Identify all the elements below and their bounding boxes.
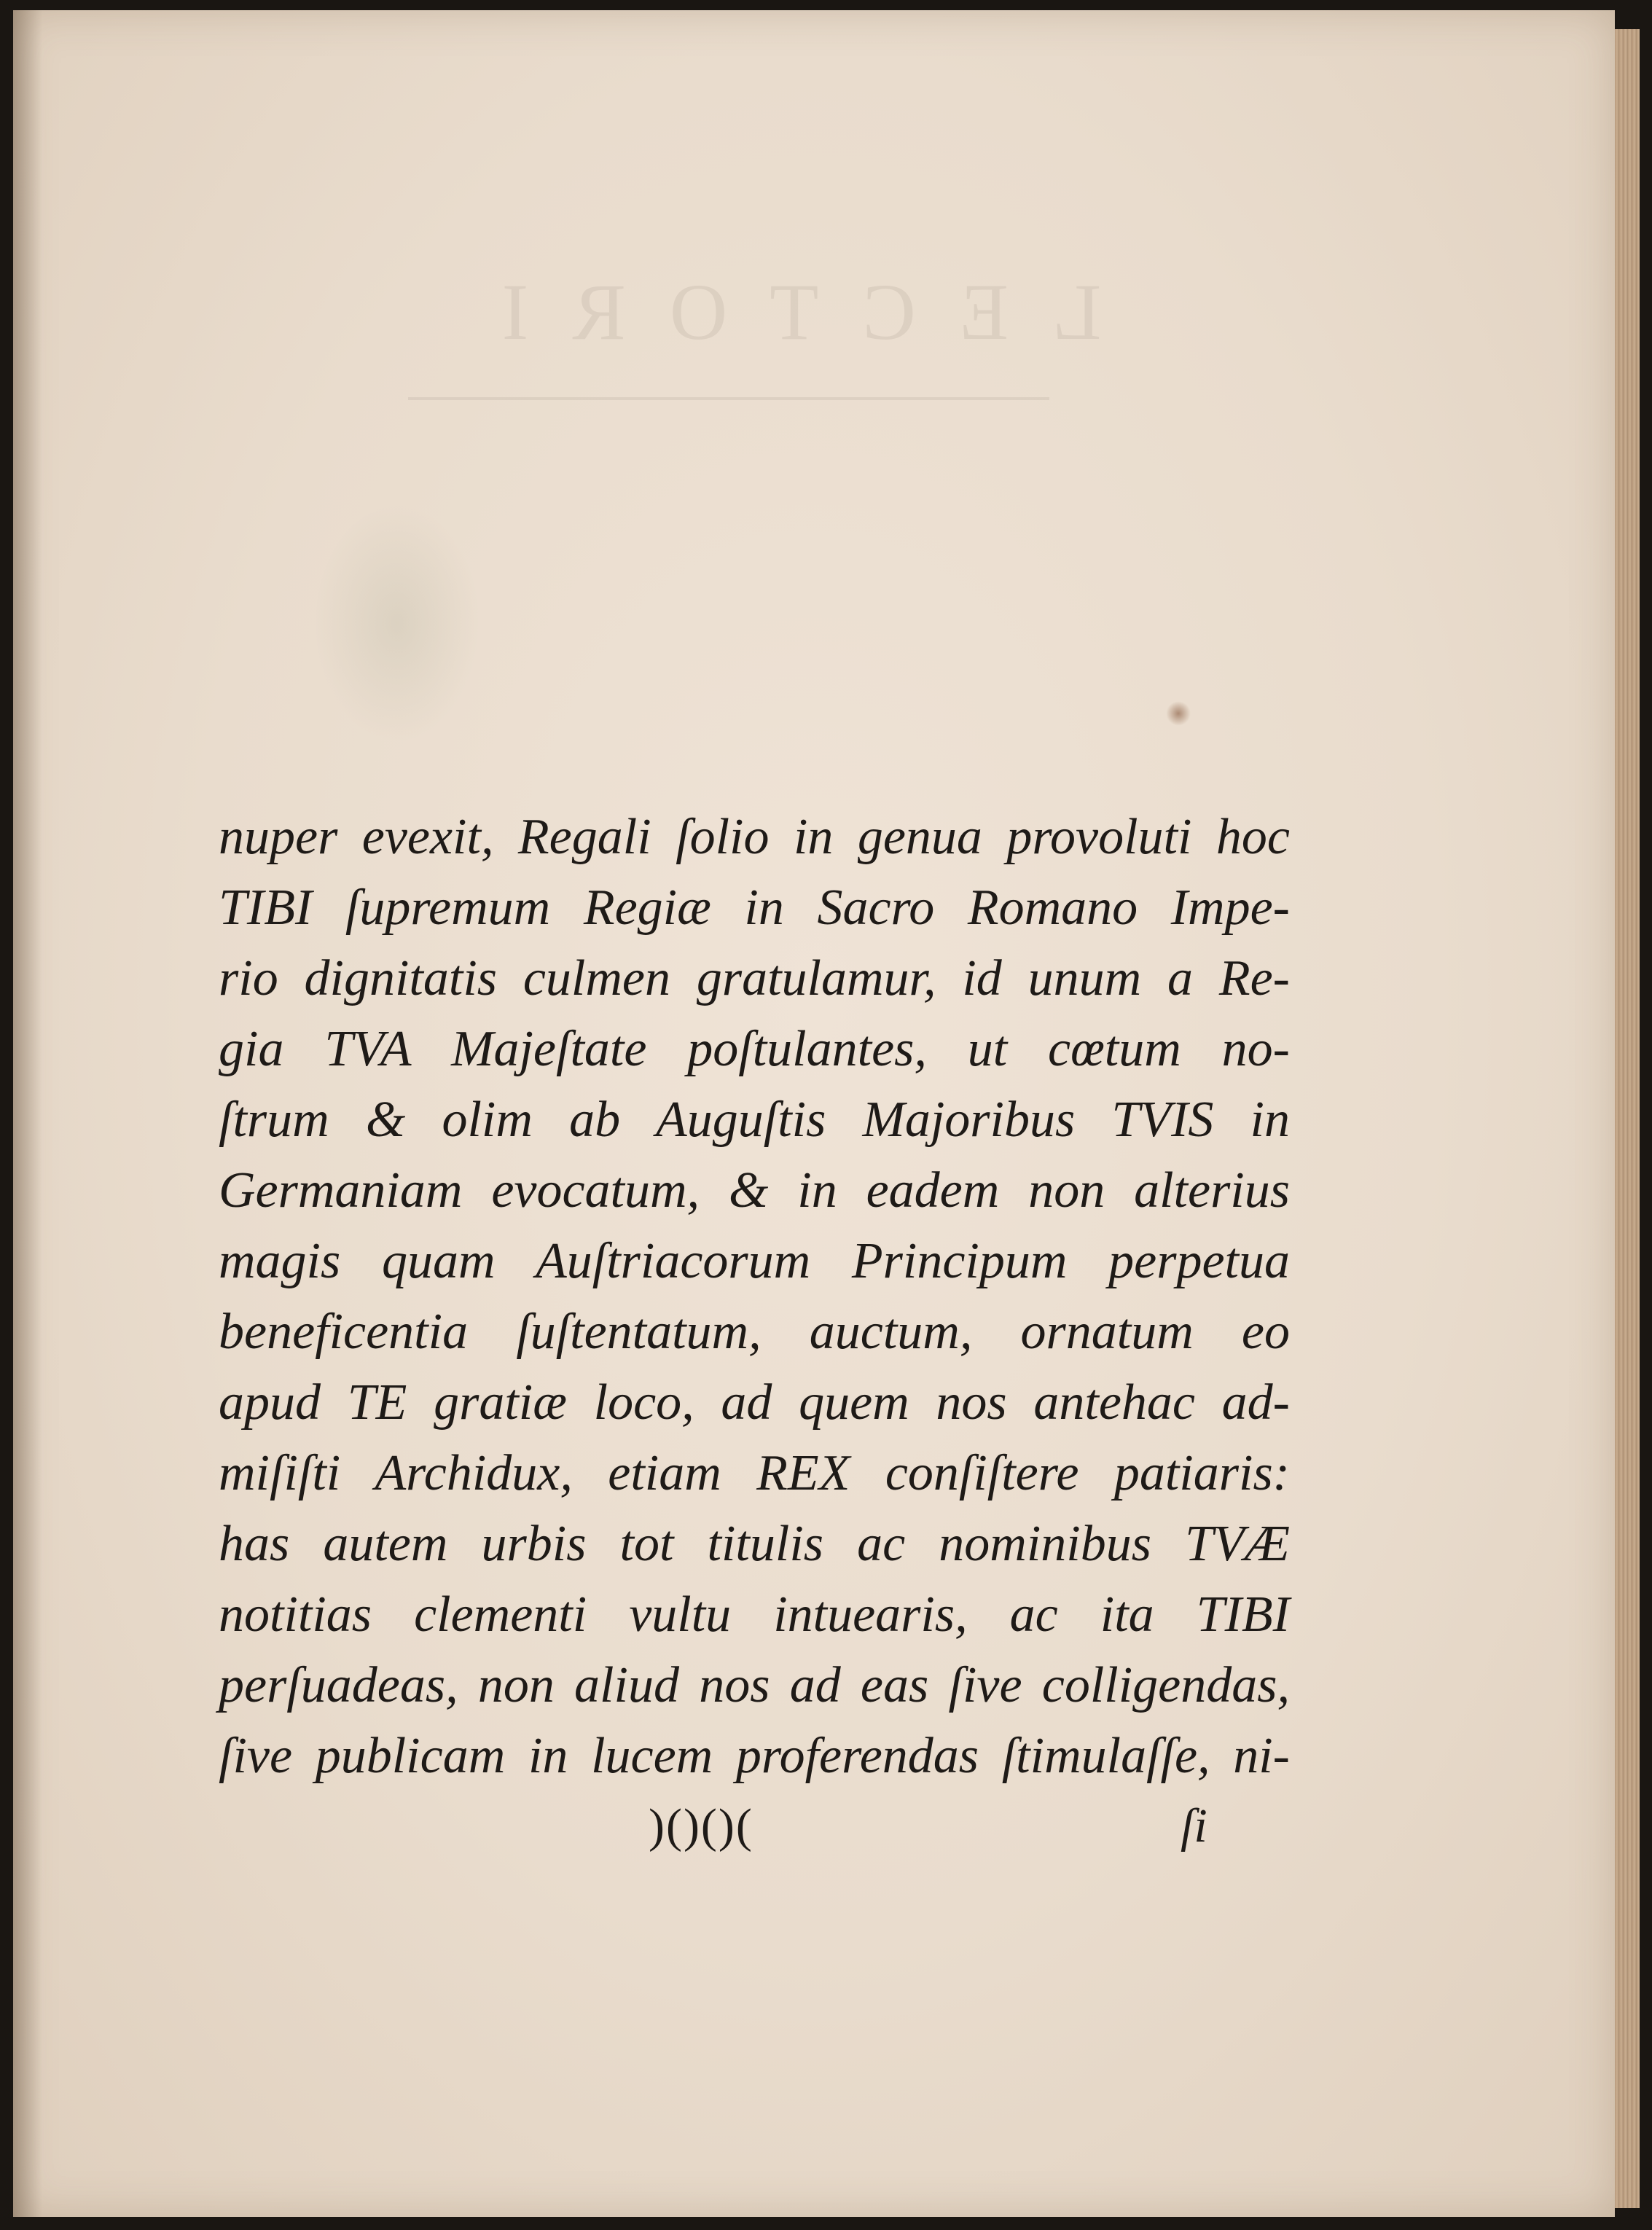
page-footer — [219, 1799, 1290, 1871]
page-edges — [1615, 29, 1640, 2208]
show-through-rule — [408, 397, 1049, 400]
text-line: nuper evexit, Regali ſolio in genua provoluti hoc — [219, 809, 1290, 865]
text-line: has autem urbis tot titulis ac nominibus TVÆ — [219, 1516, 1290, 1572]
text-line: notitias clementi vultu intuearis, ac ita TIBI — [219, 1587, 1290, 1643]
text-line: perſuadeas, non aliud nos ad eas ſive colligendas, — [219, 1657, 1290, 1713]
text-line: TIBI ſupremum Regiæ in Sacro Romano Impe- — [219, 880, 1290, 936]
text-line: ſtrum & olim ab Auguſtis Majoribus TVIS in — [219, 1092, 1290, 1148]
text-line: beneficentia ſuſtentatum, auctum, ornatum eo — [219, 1304, 1290, 1360]
text-line: ſive publicam in lucem proferendas ſtimulaſſe, ni- — [219, 1728, 1290, 1784]
show-through-ornament — [313, 503, 481, 743]
text-line: Germaniam evocatum, & in eadem non alterius — [219, 1162, 1290, 1218]
text-line: gia TVA Majeſtate poſtulantes, ut cœtum no- — [219, 1021, 1290, 1077]
body-text — [219, 802, 1290, 1791]
spine-shadow — [13, 10, 42, 2217]
foxing-spot — [1166, 701, 1191, 726]
signature-mark: )()()( — [649, 1799, 753, 1853]
text-line: rio dignitatis culmen gratulamur, id unum a Re- — [219, 950, 1290, 1006]
text-line: apud TE gratiæ loco, ad quem nos antehac ad- — [219, 1374, 1290, 1431]
text-line: miſiſti Archidux, etiam REX conſiſtere patiaris: — [219, 1445, 1290, 1501]
text-line: magis quam Auſtriacorum Principum perpetua — [219, 1233, 1290, 1289]
show-through-heading: LECTORI — [458, 267, 1102, 356]
catchword: ſi — [1181, 1799, 1207, 1853]
